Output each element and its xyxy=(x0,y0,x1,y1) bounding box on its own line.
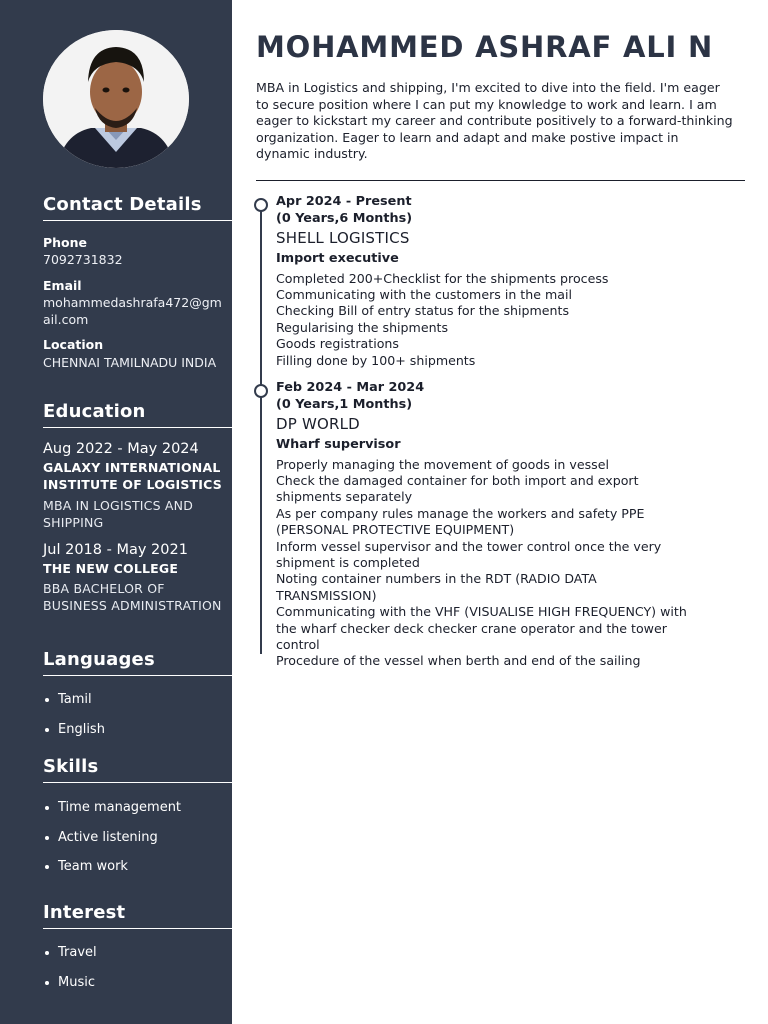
sidebar xyxy=(0,0,232,1024)
job-line: Checking Bill of entry status for the shipments xyxy=(276,303,570,319)
education-section-title: Education xyxy=(43,401,232,428)
job-line: Procedure of the vessel when berth and end of the sailing xyxy=(276,653,641,669)
education-school: THE NEW COLLEGE xyxy=(43,561,179,576)
timeline-line xyxy=(260,204,262,654)
location-value: CHENNAI TAMILNADU INDIA xyxy=(43,355,217,370)
job-line: Inform vessel supervisor and the tower control once the very xyxy=(276,538,662,554)
job-line: TRANSMISSION) xyxy=(276,587,377,603)
job-role: Import executive xyxy=(276,251,399,266)
job-responsibilities xyxy=(276,457,746,670)
interest-section-title: Interest xyxy=(43,902,232,929)
job-line: shipments separately xyxy=(276,489,413,505)
education-dates: Jul 2018 - May 2021 xyxy=(43,542,188,558)
job-line: As per company rules manage the workers and safety PPE xyxy=(276,505,645,521)
job-line: Communicating with the VHF (VISUALISE HIGH FREQUENCY) with xyxy=(276,604,687,620)
profile-summary: MBA in Logistics and shipping, I'm excited to dive into the field. I'm eager to secure position where I can put my knowledge to work and learn. I am eager to kickstart my career and contribute positively to a forward-thinking organization. Eager to learn and adapt and make postive impact in dynamic industry. xyxy=(256,80,733,161)
job-role: Wharf supervisor xyxy=(276,437,401,452)
skill-item: Active listening xyxy=(43,830,181,860)
job-line: control xyxy=(276,636,320,652)
phone-label: Phone xyxy=(43,235,88,250)
profile-photo-image xyxy=(43,30,189,168)
job-line: Properly managing the movement of goods in vessel xyxy=(276,456,609,472)
job-line: (PERSONAL PROTECTIVE EQUIPMENT) xyxy=(276,522,515,538)
email-value: mohammedashrafa472@gmail.com xyxy=(43,295,222,327)
job-line: Filling done by 100+ shipments xyxy=(276,352,476,368)
job-line: Communicating with the customers in the mail xyxy=(276,286,572,302)
languages-list xyxy=(43,692,105,751)
location-label: Location xyxy=(43,337,104,352)
skills-list xyxy=(43,800,181,889)
job-duration: (0 Years,1 Months) xyxy=(276,396,413,412)
job-company: DP WORLD xyxy=(276,415,360,433)
job-line: Noting container numbers in the RDT (RADIO DATA xyxy=(276,571,597,587)
contact-section-title: Contact Details xyxy=(43,194,232,221)
job-line: shipment is completed xyxy=(276,554,420,570)
job-line: Completed 200+Checklist for the shipments process xyxy=(276,270,609,286)
job-duration: (0 Years,6 Months) xyxy=(276,210,413,226)
interest-item: Music xyxy=(43,975,97,1005)
job-line: Regularising the shipments xyxy=(276,319,449,335)
experience-entry xyxy=(276,194,746,369)
job-responsibilities xyxy=(276,271,746,369)
skill-item: Time management xyxy=(43,800,181,830)
job-company: SHELL LOGISTICS xyxy=(276,229,410,247)
job-line: Goods registrations xyxy=(276,336,399,352)
education-degree: BBA BACHELOR OF BUSINESS ADMINISTRATION xyxy=(43,581,222,613)
job-line: the wharf checker deck checker crane operator and the tower xyxy=(276,620,667,636)
interest-item: Travel xyxy=(43,945,97,975)
job-line: Check the damaged container for both import and export xyxy=(276,472,639,488)
experience-entry xyxy=(276,380,746,670)
interest-list xyxy=(43,945,97,1004)
page-title: MOHAMMED ASHRAF ALI N xyxy=(256,30,714,64)
divider xyxy=(256,180,745,181)
timeline-dot xyxy=(254,198,268,212)
education-dates: Aug 2022 - May 2024 xyxy=(43,441,199,457)
timeline-dot xyxy=(254,384,268,398)
profile-photo xyxy=(43,30,189,168)
job-dates: Feb 2024 - Mar 2024 xyxy=(276,380,425,395)
languages-section-title: Languages xyxy=(43,649,232,676)
email-label: Email xyxy=(43,278,82,293)
language-item: English xyxy=(43,722,105,752)
skills-section-title: Skills xyxy=(43,756,232,783)
education-school: GALAXY INTERNATIONAL INSTITUTE OF LOGISTICS xyxy=(43,460,222,492)
language-item: Tamil xyxy=(43,692,105,722)
education-degree: MBA IN LOGISTICS AND SHIPPING xyxy=(43,498,194,530)
job-dates: Apr 2024 - Present xyxy=(276,194,412,209)
phone-value: 7092731832 xyxy=(43,252,123,267)
skill-item: Team work xyxy=(43,859,181,889)
